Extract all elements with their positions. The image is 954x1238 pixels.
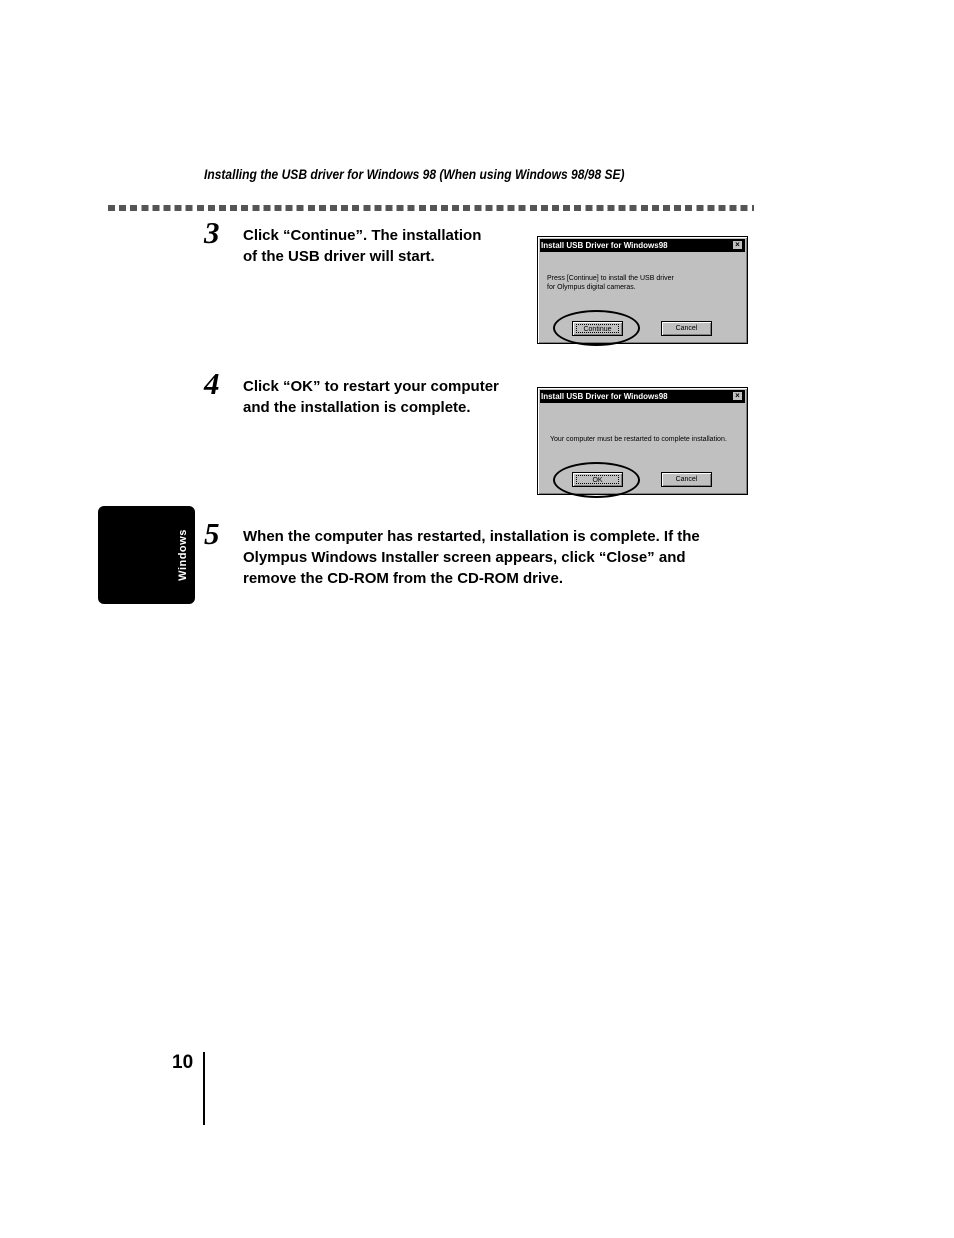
- highlight-circle: [553, 462, 640, 498]
- close-icon[interactable]: ×: [732, 391, 743, 401]
- dotted-divider: [108, 205, 754, 211]
- continue-button-label: Continue: [576, 324, 619, 333]
- step-3-line-1: Click “Continue”. The installation: [243, 227, 482, 244]
- section-tab-label: Windows: [177, 529, 189, 581]
- running-head: Installing the USB driver for Windows 98 (When using Windows 98/98 SE): [204, 166, 625, 182]
- dialog-title: Install USB Driver for Windows98: [541, 241, 668, 250]
- dialog-title-bar: [540, 390, 745, 403]
- page-number: 10: [172, 1052, 194, 1073]
- step-4-number: 4: [204, 366, 220, 401]
- step-5-line-1: When the computer has restarted, installation is complete. If the: [243, 528, 700, 545]
- dialog-message: Your computer must be restarted to complete installation.: [550, 436, 727, 443]
- cancel-button[interactable]: Cancel: [661, 472, 712, 487]
- dialog-message: [547, 274, 674, 292]
- step-3-text: [243, 225, 481, 267]
- dialog-message-line-1: Press [Continue] to install the USB driver: [547, 275, 674, 282]
- step-3-number: 3: [204, 215, 220, 250]
- step-4-line-2: and the installation is complete.: [243, 399, 471, 416]
- close-icon[interactable]: ×: [732, 240, 743, 250]
- step-5-line-3: remove the CD-ROM from the CD-ROM drive.: [243, 570, 564, 587]
- step-5-number: 5: [204, 516, 220, 551]
- cancel-button[interactable]: Cancel: [661, 321, 712, 336]
- step-5-text: [243, 526, 700, 589]
- dialog-message-line-2: for Olympus digital cameras.: [547, 284, 636, 291]
- page-number-rule: [203, 1052, 205, 1125]
- highlight-circle: [553, 310, 640, 346]
- step-5-line-2: Olympus Windows Installer screen appears, click “Close” and: [243, 549, 686, 566]
- dialog-title-bar: [540, 239, 745, 252]
- step-4-text: [243, 376, 499, 418]
- step-3-line-2: of the USB driver will start.: [243, 248, 435, 265]
- dialog-title: Install USB Driver for Windows98: [541, 392, 668, 401]
- ok-button-label: OK: [576, 475, 619, 484]
- step-4-line-1: Click “OK” to restart your computer: [243, 378, 499, 395]
